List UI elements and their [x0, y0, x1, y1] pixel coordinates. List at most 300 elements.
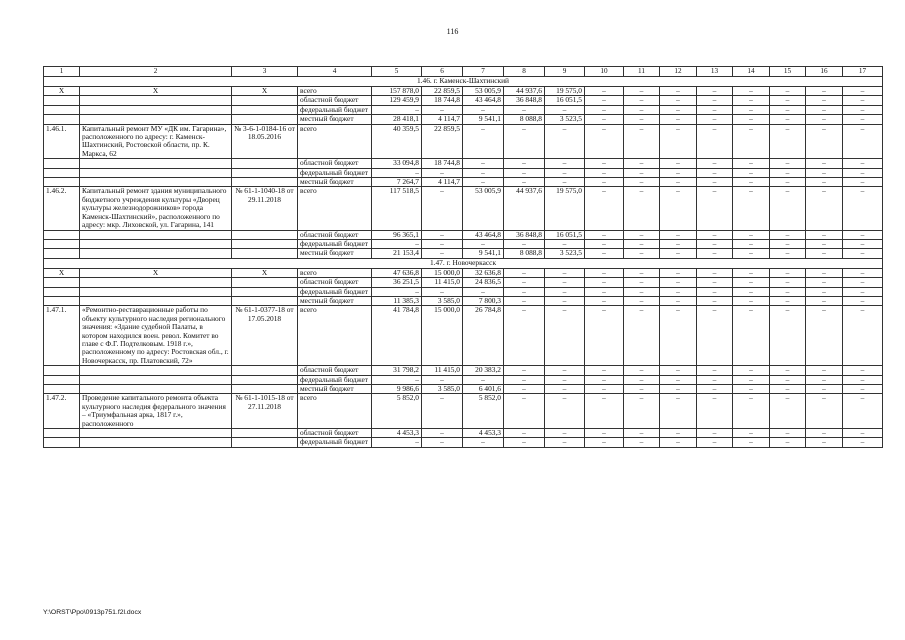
- value-col-16: –: [806, 87, 843, 96]
- value-col-7: –: [463, 105, 504, 114]
- value-col-12: –: [660, 115, 697, 124]
- value-col-10: –: [585, 287, 624, 296]
- value-col-9: 19 575,0: [545, 187, 585, 230]
- table-row: [44, 239, 883, 248]
- section-title: 1.46. г. Каменск-Шахтинский: [44, 77, 883, 87]
- value-col-14: –: [733, 385, 770, 394]
- value-col-13: –: [697, 178, 733, 187]
- value-col-7: –: [463, 375, 504, 384]
- value-col-15: –: [770, 366, 806, 375]
- column-header: 9: [545, 67, 585, 77]
- value-col-11: –: [624, 87, 660, 96]
- value-col-14: –: [733, 375, 770, 384]
- value-col-9: –: [545, 385, 585, 394]
- value-col-6: 11 415,0: [422, 278, 463, 287]
- value-col-10: –: [585, 385, 624, 394]
- value-col-15: –: [770, 159, 806, 168]
- object-name: [80, 115, 232, 124]
- object-name: [80, 230, 232, 239]
- value-col-16: –: [806, 249, 843, 258]
- value-col-17: –: [843, 366, 883, 375]
- row-number: [44, 105, 80, 114]
- value-col-12: –: [660, 230, 697, 239]
- value-col-11: –: [624, 278, 660, 287]
- value-col-11: –: [624, 375, 660, 384]
- value-total: –: [372, 105, 422, 114]
- value-col-9: 16 051,5: [545, 96, 585, 105]
- document-number: [232, 159, 298, 168]
- value-col-11: –: [624, 124, 660, 159]
- object-name: [80, 168, 232, 177]
- budget-type: местный бюджет: [298, 296, 372, 305]
- value-col-16: –: [806, 385, 843, 394]
- value-col-6: –: [422, 230, 463, 239]
- value-col-12: –: [660, 278, 697, 287]
- value-col-13: –: [697, 115, 733, 124]
- value-col-7: –: [463, 287, 504, 296]
- value-col-13: –: [697, 249, 733, 258]
- table-row: [44, 385, 883, 394]
- value-col-8: 44 937,6: [504, 187, 545, 230]
- value-col-10: –: [585, 96, 624, 105]
- budget-table: [43, 66, 883, 448]
- row-number: [44, 230, 80, 239]
- value-col-10: –: [585, 105, 624, 114]
- section-title: 1.47. г. Новочеркасск: [44, 258, 883, 268]
- column-header: 5: [372, 67, 422, 77]
- document-number: № 3-6-1-0184-16 от 18.05.2016: [232, 124, 298, 159]
- row-number: 1.46.2.: [44, 187, 80, 230]
- value-col-14: –: [733, 168, 770, 177]
- table-row: [44, 96, 883, 105]
- table-row: [44, 394, 883, 429]
- row-number: [44, 249, 80, 258]
- value-col-17: –: [843, 375, 883, 384]
- value-col-9: –: [545, 287, 585, 296]
- value-col-13: –: [697, 278, 733, 287]
- table-row: [44, 115, 883, 124]
- value-col-11: –: [624, 96, 660, 105]
- row-number: [44, 278, 80, 287]
- table-row: [44, 230, 883, 239]
- value-col-17: –: [843, 230, 883, 239]
- value-total: 31 798,2: [372, 366, 422, 375]
- value-col-12: –: [660, 239, 697, 248]
- value-col-14: –: [733, 249, 770, 258]
- value-col-12: –: [660, 366, 697, 375]
- value-col-11: –: [624, 115, 660, 124]
- value-col-12: –: [660, 375, 697, 384]
- value-col-17: –: [843, 385, 883, 394]
- value-col-13: –: [697, 105, 733, 114]
- value-col-12: –: [660, 124, 697, 159]
- value-col-14: –: [733, 187, 770, 230]
- value-col-10: –: [585, 296, 624, 305]
- value-col-6: –: [422, 105, 463, 114]
- value-col-8: –: [504, 124, 545, 159]
- value-col-15: –: [770, 287, 806, 296]
- value-total: 9 986,6: [372, 385, 422, 394]
- value-col-6: 18 744,8: [422, 159, 463, 168]
- value-col-11: –: [624, 178, 660, 187]
- value-total: –: [372, 438, 422, 447]
- column-header: 17: [843, 67, 883, 77]
- budget-type: федеральный бюджет: [298, 375, 372, 384]
- value-col-6: –: [422, 168, 463, 177]
- value-col-12: –: [660, 296, 697, 305]
- value-col-13: –: [697, 96, 733, 105]
- value-col-7: 43 464,8: [463, 230, 504, 239]
- value-col-14: –: [733, 105, 770, 114]
- budget-type: местный бюджет: [298, 115, 372, 124]
- value-col-11: –: [624, 168, 660, 177]
- document-number: [232, 287, 298, 296]
- document-number: № 61-1-1015-18 от 27.11.2018: [232, 394, 298, 429]
- value-total: –: [372, 239, 422, 248]
- value-col-10: –: [585, 278, 624, 287]
- column-header: 8: [504, 67, 545, 77]
- value-col-12: –: [660, 287, 697, 296]
- object-name: [80, 249, 232, 258]
- value-col-14: –: [733, 230, 770, 239]
- value-col-6: –: [422, 249, 463, 258]
- value-col-15: –: [770, 230, 806, 239]
- value-total: 4 453,3: [372, 429, 422, 438]
- value-col-11: –: [624, 268, 660, 277]
- value-col-17: –: [843, 306, 883, 366]
- value-col-6: 11 415,0: [422, 366, 463, 375]
- row-number: [44, 375, 80, 384]
- value-col-16: –: [806, 105, 843, 114]
- value-col-16: –: [806, 278, 843, 287]
- value-col-9: –: [545, 168, 585, 177]
- table-row: [44, 306, 883, 366]
- value-total: 7 264,7: [372, 178, 422, 187]
- value-total: 36 251,5: [372, 278, 422, 287]
- value-col-14: –: [733, 96, 770, 105]
- value-col-8: –: [504, 287, 545, 296]
- value-col-17: –: [843, 296, 883, 305]
- value-col-16: –: [806, 124, 843, 159]
- value-col-8: –: [504, 105, 545, 114]
- document-number: [232, 429, 298, 438]
- value-col-14: –: [733, 159, 770, 168]
- object-name: [80, 385, 232, 394]
- value-col-7: –: [463, 168, 504, 177]
- value-col-10: –: [585, 306, 624, 366]
- value-col-12: –: [660, 159, 697, 168]
- value-col-10: –: [585, 124, 624, 159]
- value-col-10: –: [585, 87, 624, 96]
- value-col-17: –: [843, 115, 883, 124]
- value-col-12: –: [660, 168, 697, 177]
- document-number: [232, 178, 298, 187]
- table-row: [44, 187, 883, 230]
- value-col-17: –: [843, 249, 883, 258]
- value-col-17: –: [843, 105, 883, 114]
- table-row: [44, 278, 883, 287]
- value-col-14: –: [733, 115, 770, 124]
- value-col-17: –: [843, 187, 883, 230]
- value-total: –: [372, 168, 422, 177]
- value-col-13: –: [697, 124, 733, 159]
- row-number: [44, 287, 80, 296]
- table-row: [44, 296, 883, 305]
- document-number: [232, 278, 298, 287]
- column-header: 3: [232, 67, 298, 77]
- value-col-9: –: [545, 239, 585, 248]
- value-col-8: 8 088,8: [504, 249, 545, 258]
- value-col-17: –: [843, 159, 883, 168]
- value-total: 33 094,8: [372, 159, 422, 168]
- value-col-13: –: [697, 438, 733, 447]
- value-col-13: –: [697, 375, 733, 384]
- value-col-13: –: [697, 159, 733, 168]
- object-name: [80, 375, 232, 384]
- budget-type: всего: [298, 124, 372, 159]
- value-col-15: –: [770, 96, 806, 105]
- value-col-15: –: [770, 306, 806, 366]
- document-number: [232, 375, 298, 384]
- value-col-13: –: [697, 168, 733, 177]
- value-col-7: –: [463, 438, 504, 447]
- value-col-9: –: [545, 296, 585, 305]
- value-col-13: –: [697, 287, 733, 296]
- object-name: [80, 96, 232, 105]
- object-name: [80, 429, 232, 438]
- value-col-12: –: [660, 96, 697, 105]
- budget-type: областной бюджет: [298, 159, 372, 168]
- value-col-16: –: [806, 306, 843, 366]
- value-total: 5 852,0: [372, 394, 422, 429]
- value-col-8: –: [504, 296, 545, 305]
- value-col-12: –: [660, 187, 697, 230]
- budget-type: федеральный бюджет: [298, 438, 372, 447]
- value-col-16: –: [806, 178, 843, 187]
- column-number-header: [44, 67, 883, 77]
- value-col-12: –: [660, 105, 697, 114]
- value-col-16: –: [806, 429, 843, 438]
- value-col-6: 4 114,7: [422, 115, 463, 124]
- value-col-15: –: [770, 178, 806, 187]
- column-header: 11: [624, 67, 660, 77]
- document-number: [232, 239, 298, 248]
- table-row: [44, 168, 883, 177]
- value-total: –: [372, 287, 422, 296]
- object-name: [80, 159, 232, 168]
- value-col-16: –: [806, 168, 843, 177]
- value-col-9: –: [545, 178, 585, 187]
- value-col-9: –: [545, 394, 585, 429]
- value-col-9: –: [545, 306, 585, 366]
- value-col-15: –: [770, 115, 806, 124]
- row-number: [44, 385, 80, 394]
- value-col-7: 53 005,9: [463, 87, 504, 96]
- value-col-9: 3 523,5: [545, 249, 585, 258]
- table-row: [44, 375, 883, 384]
- value-col-16: –: [806, 115, 843, 124]
- value-col-14: –: [733, 124, 770, 159]
- value-col-9: –: [545, 159, 585, 168]
- object-name: [80, 105, 232, 114]
- value-col-15: –: [770, 278, 806, 287]
- value-total: –: [372, 375, 422, 384]
- row-number: [44, 115, 80, 124]
- value-col-15: –: [770, 385, 806, 394]
- value-col-11: –: [624, 249, 660, 258]
- value-col-10: –: [585, 230, 624, 239]
- value-col-15: –: [770, 394, 806, 429]
- value-col-7: 9 541,1: [463, 249, 504, 258]
- value-col-8: –: [504, 239, 545, 248]
- column-header: 14: [733, 67, 770, 77]
- value-col-16: –: [806, 394, 843, 429]
- value-col-9: –: [545, 105, 585, 114]
- table-row: [44, 287, 883, 296]
- value-col-6: –: [422, 429, 463, 438]
- object-name: Капитальный ремонт здания муниципального бюджетного учреждения культуры «Дворец культуры железнодорожников» города Каменск-Шахтинский», расположенного по адресу: мкр. Лиховской, ул. Гагарина, 141: [80, 187, 232, 230]
- document-number: [232, 230, 298, 239]
- budget-type: местный бюджет: [298, 385, 372, 394]
- value-col-11: –: [624, 287, 660, 296]
- value-col-14: –: [733, 239, 770, 248]
- value-col-8: –: [504, 268, 545, 277]
- document-number: [232, 168, 298, 177]
- value-col-8: –: [504, 178, 545, 187]
- document-number: X: [232, 268, 298, 277]
- value-total: 41 784,8: [372, 306, 422, 366]
- table-row: [44, 178, 883, 187]
- value-col-7: 32 636,8: [463, 268, 504, 277]
- value-col-9: 19 575,0: [545, 87, 585, 96]
- value-col-17: –: [843, 438, 883, 447]
- value-col-6: 4 114,7: [422, 178, 463, 187]
- budget-type: областной бюджет: [298, 366, 372, 375]
- value-total: 129 459,9: [372, 96, 422, 105]
- value-col-12: –: [660, 429, 697, 438]
- section-title-row: [44, 258, 883, 268]
- value-col-17: –: [843, 178, 883, 187]
- document-number: [232, 296, 298, 305]
- value-col-8: –: [504, 366, 545, 375]
- value-col-12: –: [660, 87, 697, 96]
- value-col-6: –: [422, 438, 463, 447]
- value-col-11: –: [624, 429, 660, 438]
- value-total: 96 365,1: [372, 230, 422, 239]
- value-col-17: –: [843, 394, 883, 429]
- value-col-6: 15 000,0: [422, 268, 463, 277]
- row-number: [44, 159, 80, 168]
- value-col-8: –: [504, 438, 545, 447]
- value-col-7: –: [463, 239, 504, 248]
- value-col-6: 22 859,5: [422, 124, 463, 159]
- value-col-14: –: [733, 438, 770, 447]
- value-col-7: 24 836,5: [463, 278, 504, 287]
- budget-type: местный бюджет: [298, 178, 372, 187]
- value-col-13: –: [697, 187, 733, 230]
- value-col-11: –: [624, 296, 660, 305]
- value-col-15: –: [770, 296, 806, 305]
- value-col-17: –: [843, 96, 883, 105]
- value-col-10: –: [585, 366, 624, 375]
- object-name: [80, 178, 232, 187]
- table-row: [44, 159, 883, 168]
- value-col-17: –: [843, 278, 883, 287]
- value-col-13: –: [697, 429, 733, 438]
- budget-type: всего: [298, 268, 372, 277]
- value-col-7: 6 401,6: [463, 385, 504, 394]
- value-col-8: –: [504, 306, 545, 366]
- row-number: [44, 296, 80, 305]
- value-col-11: –: [624, 105, 660, 114]
- value-col-14: –: [733, 366, 770, 375]
- value-col-11: –: [624, 230, 660, 239]
- document-number: [232, 96, 298, 105]
- value-col-16: –: [806, 438, 843, 447]
- value-col-16: –: [806, 239, 843, 248]
- value-col-6: –: [422, 394, 463, 429]
- value-col-15: –: [770, 87, 806, 96]
- value-col-17: –: [843, 124, 883, 159]
- value-col-15: –: [770, 249, 806, 258]
- value-col-16: –: [806, 366, 843, 375]
- value-col-6: –: [422, 375, 463, 384]
- value-col-11: –: [624, 239, 660, 248]
- document-number: № 61-1-0377-18 от 17.05.2018: [232, 306, 298, 366]
- value-col-13: –: [697, 306, 733, 366]
- page-number: 116: [446, 27, 459, 36]
- value-col-7: 20 383,2: [463, 366, 504, 375]
- object-name: Капитальный ремонт МУ «ДК им. Гагарина», расположенного по адресу: г. Каменск-Шахтинский, Ростовской области, пр. К. Маркса, 62: [80, 124, 232, 159]
- value-col-7: –: [463, 124, 504, 159]
- budget-type: федеральный бюджет: [298, 287, 372, 296]
- table-row: [44, 124, 883, 159]
- row-number: 1.47.1.: [44, 306, 80, 366]
- table-row: [44, 438, 883, 447]
- value-col-7: 53 005,9: [463, 187, 504, 230]
- column-header: 16: [806, 67, 843, 77]
- budget-type: областной бюджет: [298, 230, 372, 239]
- budget-type: областной бюджет: [298, 429, 372, 438]
- value-col-8: 44 937,6: [504, 87, 545, 96]
- value-col-16: –: [806, 296, 843, 305]
- document-number: X: [232, 87, 298, 96]
- document-number: [232, 115, 298, 124]
- value-col-11: –: [624, 187, 660, 230]
- value-col-10: –: [585, 394, 624, 429]
- value-col-11: –: [624, 394, 660, 429]
- value-col-7: 26 784,8: [463, 306, 504, 366]
- value-col-12: –: [660, 178, 697, 187]
- row-number: X: [44, 268, 80, 277]
- budget-type: федеральный бюджет: [298, 239, 372, 248]
- value-total: 157 878,0: [372, 87, 422, 96]
- value-col-10: –: [585, 268, 624, 277]
- value-col-14: –: [733, 278, 770, 287]
- value-col-17: –: [843, 87, 883, 96]
- value-col-8: –: [504, 385, 545, 394]
- value-col-12: –: [660, 438, 697, 447]
- table-row: [44, 366, 883, 375]
- value-col-17: –: [843, 268, 883, 277]
- budget-type: федеральный бюджет: [298, 105, 372, 114]
- value-col-8: –: [504, 159, 545, 168]
- value-col-10: –: [585, 438, 624, 447]
- table-row: [44, 268, 883, 277]
- value-col-6: –: [422, 187, 463, 230]
- value-col-17: –: [843, 429, 883, 438]
- value-col-13: –: [697, 296, 733, 305]
